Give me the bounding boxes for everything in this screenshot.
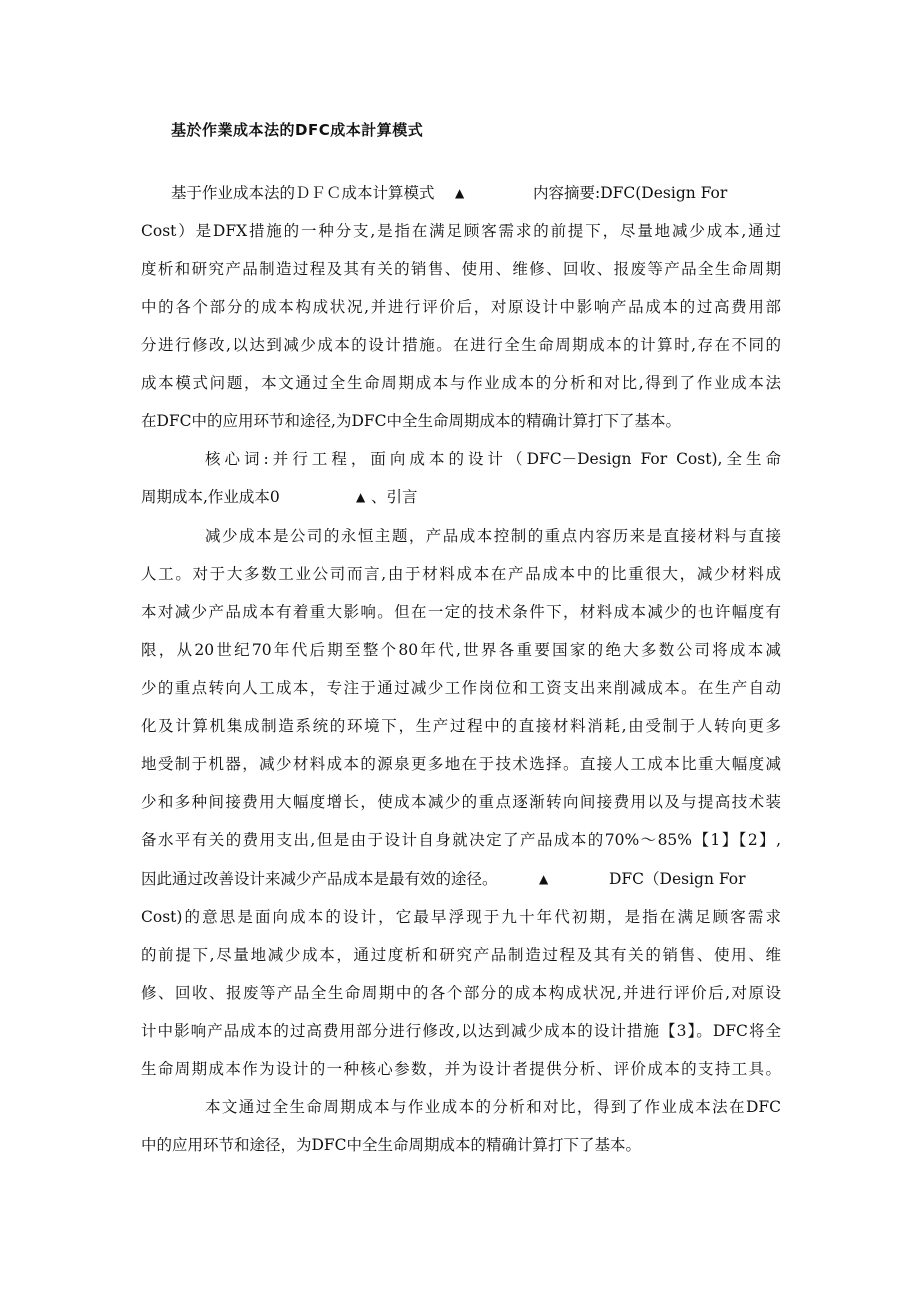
text-line: 少的重点转向人工成本，专注于通过减少工作岗位和工资支出来削减成本。在生产自动 (141, 679, 781, 697)
text-segment: 周期成本,作业成本0 (141, 488, 280, 506)
text-line: 在DFC中的应用环节和途径,为DFC中全生命周期成本的精确计算打下了基本。 (141, 412, 682, 430)
document-title: 基於作業成本法的DFC成本計算模式 (171, 121, 424, 139)
text-line: 限，从20世纪70年代后期至整个80年代,世界各重要国家的绝大多数公司将成本减 (141, 641, 781, 659)
text-line: 生命周期成本作为设计的一种核心参数，并为设计者提供分析、评价成本的支持工具。 (141, 1060, 781, 1078)
text-line (141, 487, 781, 507)
text-segment: 因此通过改善设计来减少产品成本是最有效的途径。 (141, 870, 498, 888)
text-line: 中的各个部分的成本构成状况,并进行评价后，对原设计中影响产品成本的过高费用部 (141, 298, 781, 316)
text-line: Cost)的意思是面向成本的设计，它最早浮现于九十年代初期，是指在满足顾客需求 (141, 908, 781, 926)
text-segment: 内容摘要:DFC(Design For (533, 184, 728, 202)
bookmark-icon: ▲ (356, 490, 366, 504)
text-segment: DFC（Design For (609, 870, 746, 888)
text-line: 少和多种间接费用大幅度增长，使成本减少的重点逐渐转向间接费用以及与提高技术装 (141, 793, 781, 811)
text-line: 修、回收、报废等产品全生命周期中的各个部分的成本构成状况,并进行评价后,对原设 (141, 984, 781, 1002)
text-line: 人工。对于大多数工业公司而言,由于材料成本在产品成本中的比重很大，减少材料成 (141, 565, 781, 583)
text-line: 备水平有关的费用支出,但是由于设计自身就决定了产品成本的70%～85%【1】【2】, (141, 831, 781, 849)
bookmark-icon: ▲ (539, 872, 549, 886)
text-line: 减少成本是公司的永恒主题，产品成本控制的重点内容历来是直接材料与直接 (205, 527, 781, 545)
text-line (141, 869, 781, 889)
text-line: 成本模式问题，本文通过全生命周期成本与作业成本的分析和对比,得到了作业成本法 (141, 374, 781, 392)
text-line: 地受制于机器，减少材料成本的源泉更多地在于技术选择。直接人工成本比重大幅度减 (141, 755, 781, 773)
text-line: 核心词:并行工程，面向成本的设计（DFC－Design For Cost),全生命 (205, 450, 781, 468)
section-heading: 、引言 (371, 488, 418, 506)
text-line: Cost）是DFX措施的一种分支,是指在满足顾客需求的前提下，尽量地减少成本,通过 (141, 222, 781, 240)
text-line: 的前提下,尽量地减少成本，通过度析和研究产品制造过程及其有关的销售、使用、维 (141, 946, 781, 964)
text-line: 本文通过全生命周期成本与作业成本的分析和对比，得到了作业成本法在DFC (205, 1098, 781, 1116)
text-line (171, 183, 781, 203)
text-line: 化及计算机集成制造系统的环境下，生产过程中的直接材料消耗,由受制于人转向更多 (141, 717, 781, 735)
text-line: 分进行修改,以达到减少成本的设计措施。在进行全生命周期成本的计算时,存在不同的 (141, 336, 781, 354)
bookmark-icon: ▲ (455, 186, 465, 200)
text-line: 中的应用环节和途径，为DFC中全生命周期成本的精确计算打下了基本。 (141, 1136, 642, 1154)
text-segment: 基于作业成本法的ＤＦＣ成本计算模式 (171, 184, 435, 202)
text-line: 本对减少产品成本有着重大影响。但在一定的技术条件下，材料成本减少的也许幅度有 (141, 603, 781, 621)
text-line: 度析和研究产品制造过程及其有关的销售、使用、维修、回收、报废等产品全生命周期 (141, 260, 781, 278)
text-line: 计中影响产品成本的过高费用部分进行修改,以达到减少成本的设计措施【3】。DFC将全 (141, 1022, 781, 1040)
